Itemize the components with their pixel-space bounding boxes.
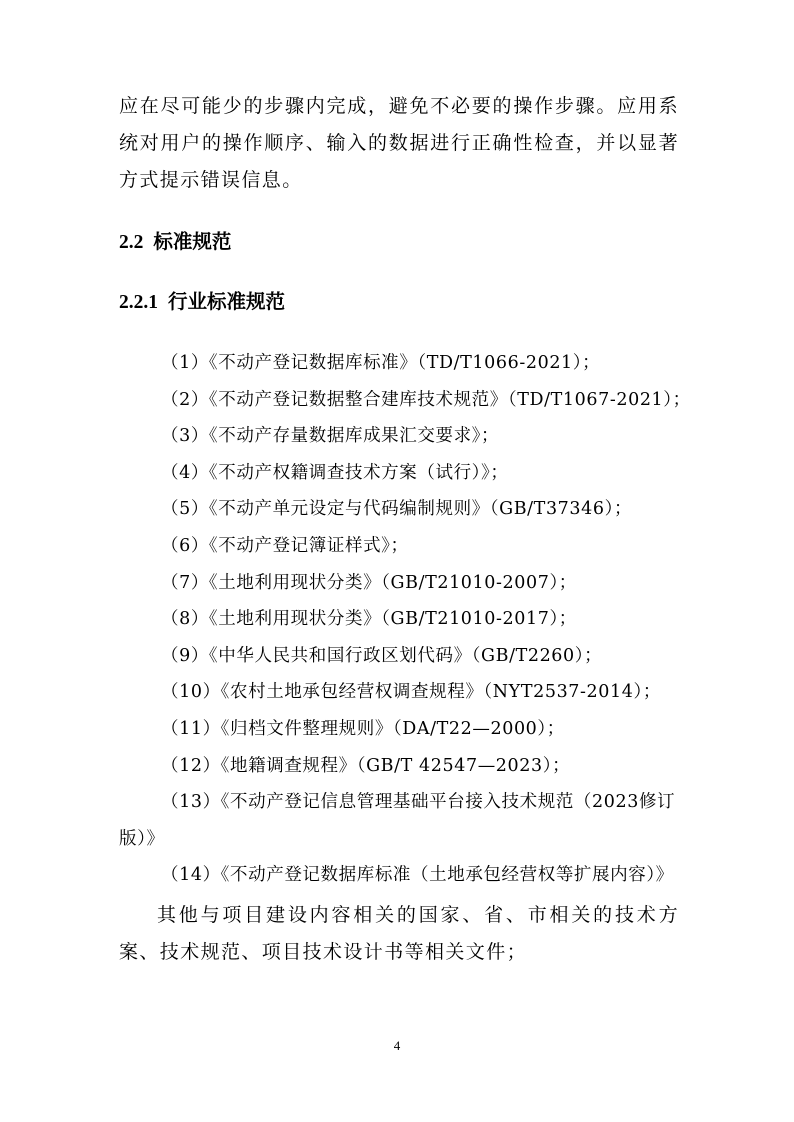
intro-paragraph: 应在尽可能少的步骤内完成，避免不必要的操作步骤。应用系统对用户的操作顺序、输入的数据进行正确性检查，并以显著方式提示错误信息。 bbox=[119, 95, 679, 191]
standards-list-item: （14）《不动产登记数据库标准（土地承包经营权等扩展内容）》 bbox=[161, 865, 674, 886]
standards-list-item: （1）《不动产登记数据库标准》（TD/T1066-2021）； bbox=[161, 353, 601, 373]
section-heading bbox=[119, 226, 231, 254]
standards-list-item: （4）《不动产权籍调查技术方案（试行）》； bbox=[161, 462, 509, 483]
standards-list-item: （7）《土地利用现状分类》（GB/T21010-2007）； bbox=[161, 572, 577, 593]
standards-list-item: （3）《不动产存量数据库成果汇交要求》； bbox=[161, 426, 500, 447]
section-number: 2.2 bbox=[119, 232, 144, 253]
standards-list-item: （8）《土地利用现状分类》（GB/T21010-2017）； bbox=[161, 609, 577, 630]
subsection-number: 2.2.1 bbox=[119, 292, 158, 313]
subsection-heading bbox=[119, 286, 285, 314]
subsection-title: 行业标准规范 bbox=[168, 290, 286, 313]
standards-list-item: （9）《中华人民共和国行政区划代码》（GB/T2260）； bbox=[161, 645, 603, 666]
standards-list-item: （13）《不动产登记信息管理基础平台接入技术规范（2023修订版）》 bbox=[119, 792, 676, 849]
standards-list-item: （5）《不动产单元设定与代码编制规则》（GB/T37346）； bbox=[161, 499, 633, 520]
standards-list-item: （11）《归档文件整理规则》（DA/T22—2000）； bbox=[161, 718, 565, 739]
section-title: 标准规范 bbox=[153, 230, 232, 253]
standards-list bbox=[119, 345, 691, 894]
standards-list-item: （6）《不动产登记簿证样式》； bbox=[161, 535, 409, 556]
standards-list-item: （12）《地籍调查规程》（GB/T 42547—2023）； bbox=[161, 755, 571, 776]
closing-paragraph: 其他与项目建设内容相关的国家、省、市相关的技术方案、技术规范、项目技术设计书等相关文件； bbox=[119, 904, 679, 963]
page-number: 4 bbox=[393, 1038, 401, 1053]
standards-list-item: （10）《农村土地承包经营权调查规程》（NYT2537-2014）； bbox=[161, 682, 661, 703]
standards-list-item: （2）《不动产登记数据整合建库技术规范》（TD/T1067-2021）； bbox=[161, 389, 691, 410]
